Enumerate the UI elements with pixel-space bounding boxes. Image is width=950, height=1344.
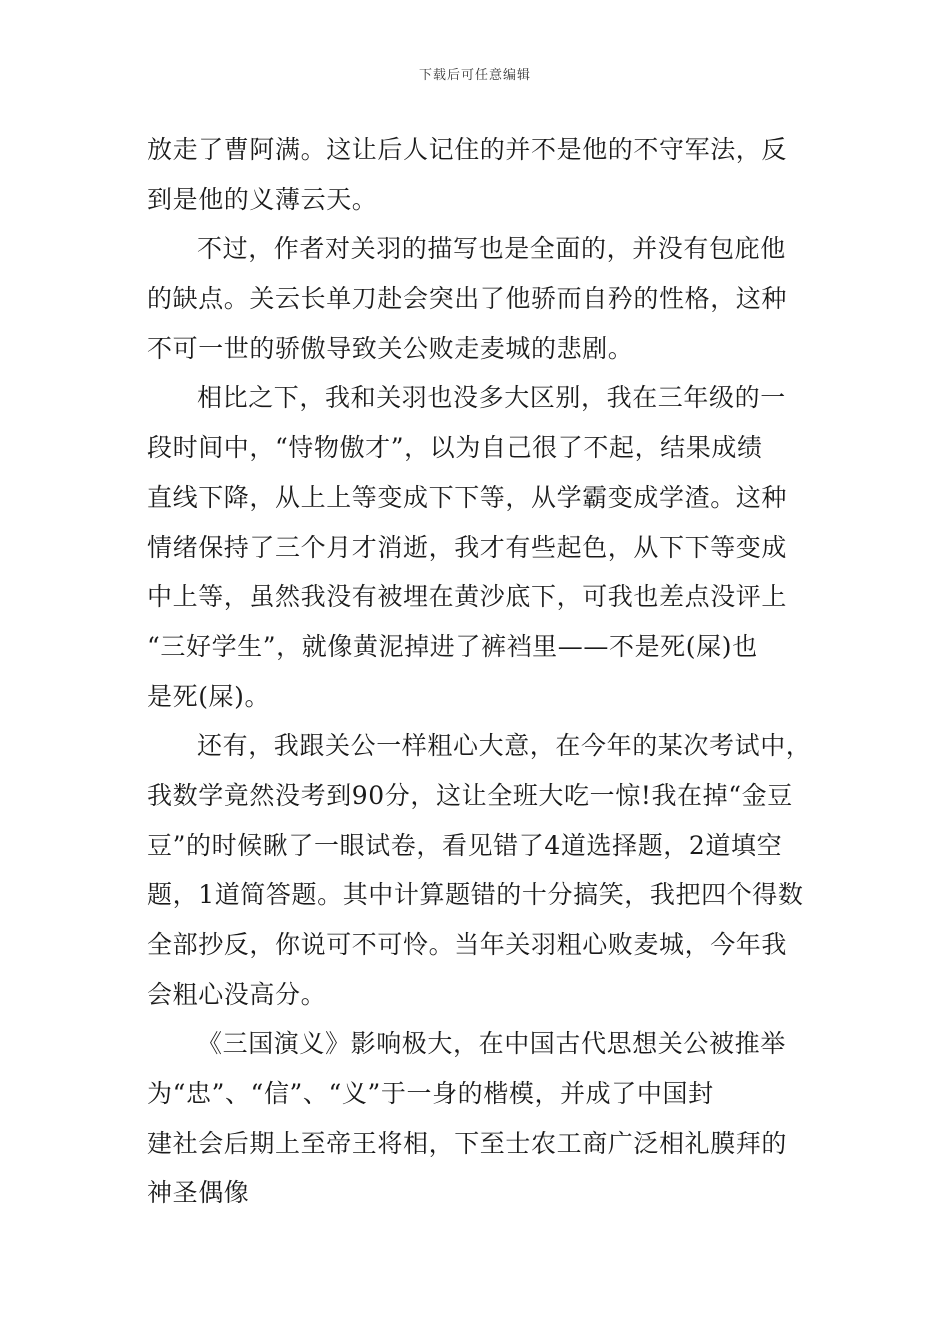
- paragraph-4-line-1: 还有，我跟关公一样粗心大意，在今年的某次考试中，: [197, 731, 812, 761]
- page-header: 下载后可任意编辑: [418, 68, 531, 83]
- paragraph-3-line-3: 直线下降，从上上等变成下下等，从学霸变成学渣。这种: [147, 482, 788, 512]
- paragraph-4-line-4: 题，1道简答题。其中计算题错的十分搞笑，我把四个得数: [147, 880, 804, 910]
- paragraph-3-line-6: “三好学生”，就像黄泥掉进了裤裆里——不是死(屎)也: [147, 631, 758, 661]
- paragraph-5-line-3: 建社会后期上至帝王将相，下至士农工商广泛相礼膜拜的: [147, 1128, 788, 1158]
- document-body: [147, 125, 817, 1218]
- paragraph-3-line-1: 相比之下，我和关羽也没多大区别，我在三年级的一: [197, 383, 786, 413]
- paragraph-4-line-3: 豆”的时候瞅了一眼试卷，看见错了4道选择题，2道填空: [147, 830, 783, 860]
- paragraph-4-line-6: 会粗心没高分。: [147, 979, 327, 1009]
- paragraph-5-line-1: 《三国演义》影响极大，在中国古代思想关公被推举: [197, 1029, 786, 1059]
- paragraph-3-line-5: 中上等，虽然我没有被埋在黄沙底下，可我也差点没评上: [147, 582, 788, 612]
- paragraph-2-line-3: 不可一世的骄傲导致关公败走麦城的悲剧。: [147, 333, 634, 363]
- paragraph-3-line-4: 情绪保持了三个月才消逝，我才有些起色，从下下等变成: [147, 532, 788, 562]
- paragraph-5-line-4: 神圣偶像: [147, 1178, 250, 1208]
- paragraph-4-line-2: 我数学竟然没考到90分，这让全班大吃一惊!我在掉“金豆: [147, 780, 793, 810]
- paragraph-3-line-2: 段时间中，“恃物傲才”，以为自己很了不起，结果成绩: [147, 433, 763, 463]
- paragraph-5-line-2: 为“忠”、“信”、“义”于一身的楷模，并成了中国封: [147, 1079, 714, 1109]
- paragraph-1-line-2: 到是他的义薄云天。: [147, 184, 378, 214]
- paragraph-3-line-7: 是死(屎)。: [147, 681, 271, 711]
- paragraph-2-line-1: 不过，作者对关羽的描写也是全面的，并没有包庇他: [197, 234, 786, 264]
- paragraph-1-line-1: 放走了曹阿满。这让后人记住的并不是他的不守军法，反: [147, 135, 788, 164]
- paragraph-2-line-2: 的缺点。关云长单刀赴会突出了他骄而自矜的性格，这种: [147, 284, 788, 314]
- paragraph-4-line-5: 全部抄反，你说可不可怜。当年关羽粗心败麦城，今年我: [147, 930, 788, 959]
